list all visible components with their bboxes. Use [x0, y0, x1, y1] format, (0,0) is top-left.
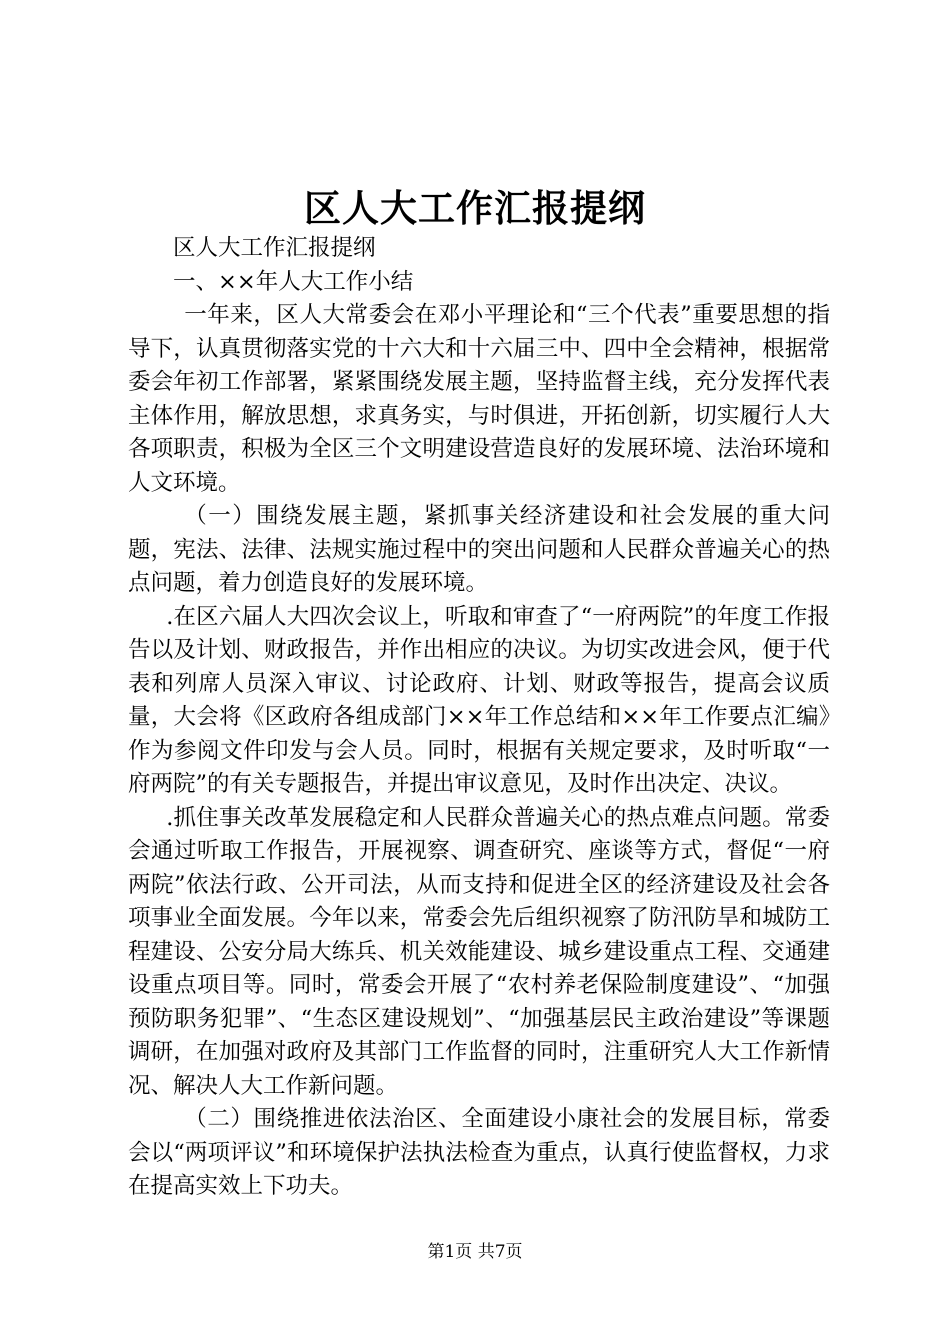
- body-paragraph: （二）围绕推进依法治区、全面建设小康社会的发展目标，常委会以“两项评议”和环境保护法执法检查为重点，认真行使监督权，力求在提高实效上下功夫。: [128, 1106, 830, 1199]
- body-paragraph: （一）围绕发展主题，紧抓事关经济建设和社会发展的重大问题，宪法、法律、法规实施过程中的突出问题和人民群众普遍关心的热点问题，着力创造良好的发展环境。: [128, 503, 830, 596]
- body-paragraph: .在区六届人大四次会议上，听取和审查了“一府两院”的年度工作报告以及计划、财政报告，并作出相应的决议。为切实改进会风，便于代表和列席人员深入审议、讨论政府、计划、财政等报告，提高会议质量，大会将《区政府各组成部门××年工作总结和××年工作要点汇编》作为参阅文件印发与会人员。同时，根据有关规定要求，及时听取“一府两院”的有关专题报告，并提出审议意见，及时作出决定、决议。: [128, 603, 830, 797]
- section-heading: 一、××年人大工作小结: [173, 268, 414, 295]
- document-title: 区人大工作汇报提纲: [304, 186, 646, 230]
- subtitle-paragraph: 区人大工作汇报提纲: [173, 235, 376, 261]
- body-paragraph: 一年来，区人大常委会在邓小平理论和“三个代表”重要思想的指导下，认真贯彻落实党的十六大和十六届三中、四中全会精神，根据常委会年初工作部署，紧紧围绕发展主题，坚持监督主线，充分发挥代表主体作用，解放思想，求真务实，与时俱进，开拓创新，切实履行人大各项职责，积极为全区三个文明建设营造良好的发展环境、法治环境和人文环境。: [128, 302, 830, 496]
- body-paragraph: .抓住事关改革发展稳定和人民群众普遍关心的热点难点问题。常委会通过听取工作报告，开展视察、调查研究、座谈等方式，督促“一府两院”依法行政、公开司法，从而支持和促进全区的经济建设及社会各项事业全面发展。今年以来，常委会先后组织视察了防汛防旱和城防工程建设、公安分局大练兵、机关效能建设、城乡建设重点工程、交通建设重点项目等。同时，常委会开展了“农村养老保险制度建设”、“加强预防职务犯罪”、“生态区建设规划”、“加强基层民主政治建设”等课题调研，在加强对政府及其部门工作监督的同时，注重研究人大工作新情况、解决人大工作新问题。: [128, 804, 830, 1099]
- document-body: [128, 232, 830, 1204]
- page-number-footer: 第1页 共7页: [427, 1242, 523, 1262]
